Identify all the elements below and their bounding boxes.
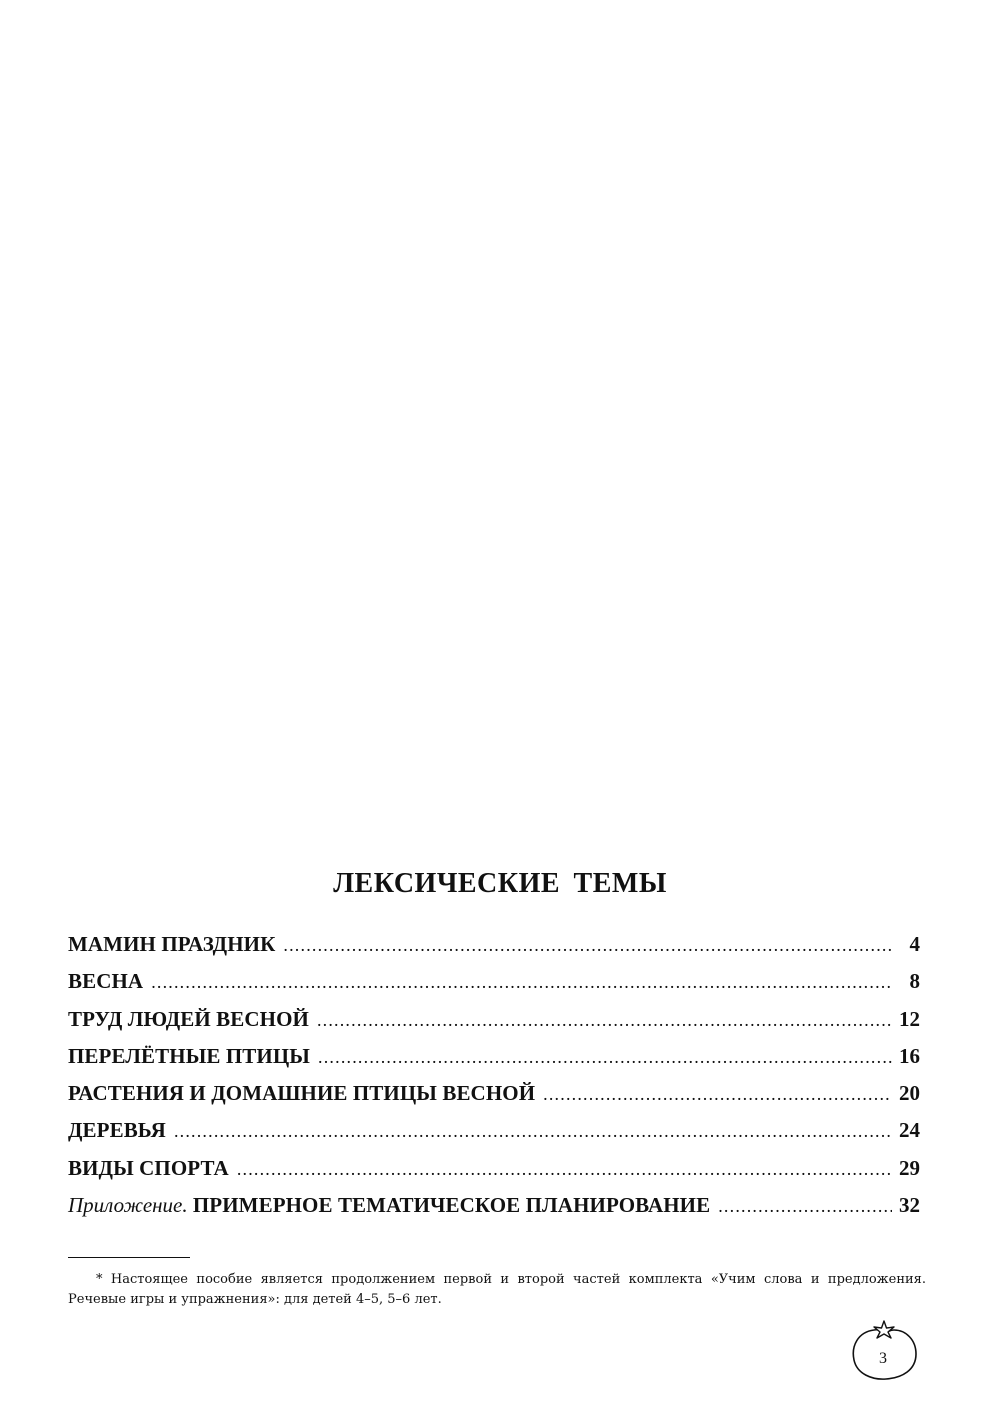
toc-entry[interactable] xyxy=(68,932,920,969)
toc-leader-dots xyxy=(283,935,892,956)
footnote: * Настоящее пособие является продолжением первой и второй частей комплекта «Учим слова и предложения. Речевые игры и упражнения»: для детей 4–5, 5–6 лет. xyxy=(68,1272,926,1307)
table-of-contents xyxy=(68,932,920,1230)
toc-entry-title: ПРИМЕРНОЕ ТЕМАТИЧЕСКОЕ ПЛАНИРОВАНИЕ xyxy=(192,1193,711,1218)
footnote-divider xyxy=(68,1257,190,1258)
toc-entry[interactable] xyxy=(68,1118,920,1155)
toc-entry-title: ПЕРЕЛЁТНЫЕ ПТИЦЫ xyxy=(68,1043,311,1068)
toc-entry-label xyxy=(68,932,275,957)
toc-entry[interactable] xyxy=(68,1081,920,1118)
toc-entry-appendix[interactable] xyxy=(68,1193,920,1230)
toc-entry-title: МАМИН ПРАЗДНИК xyxy=(68,932,276,956)
toc-entry[interactable] xyxy=(68,1044,920,1081)
toc-page-number: 24 xyxy=(899,1118,920,1143)
toc-page-number: 29 xyxy=(899,1155,920,1180)
toc-leader-dots xyxy=(151,972,892,993)
toc-entry-label xyxy=(68,1044,310,1069)
toc-entry-title: ВЕСНА xyxy=(68,969,144,994)
toc-entry-label xyxy=(68,1193,710,1218)
toc-page-number: 8 xyxy=(909,969,920,994)
toc-entry-label xyxy=(68,1156,229,1181)
toc-page-number: 4 xyxy=(909,932,920,956)
toc-entry-title: ДЕРЕВЬЯ xyxy=(68,1118,166,1143)
toc-leader-dots xyxy=(237,1159,892,1180)
toc-leader-dots xyxy=(543,1084,892,1105)
page-title: ЛЕКСИЧЕСКИЕ ТЕМЫ xyxy=(333,868,667,899)
toc-entry-label xyxy=(68,1118,166,1143)
page-number: 3 xyxy=(879,1350,887,1367)
toc-appendix-prefix: Приложение. xyxy=(68,1193,188,1218)
toc-page-number: 20 xyxy=(899,1081,920,1106)
toc-entry[interactable] xyxy=(68,969,920,1006)
toc-page-number: 16 xyxy=(899,1043,920,1068)
toc-entry-label xyxy=(68,1007,309,1032)
toc-leader-dots xyxy=(174,1121,892,1142)
toc-entry-label xyxy=(68,1081,535,1106)
toc-page-number: 32 xyxy=(899,1193,920,1218)
toc-entry[interactable] xyxy=(68,1156,920,1193)
toc-leader-dots xyxy=(317,1010,892,1031)
page-number-badge xyxy=(850,1320,920,1382)
toc-page-number: 12 xyxy=(899,1006,920,1031)
toc-entry-title: ВИДЫ СПОРТА xyxy=(68,1155,229,1180)
toc-entry-label xyxy=(68,969,143,994)
toc-entry-title: ТРУД ЛЮДЕЙ ВЕСНОЙ xyxy=(68,1006,309,1031)
toc-entry[interactable] xyxy=(68,1007,920,1044)
toc-leader-dots xyxy=(318,1047,892,1068)
toc-entry-title: РАСТЕНИЯ И ДОМАШНИЕ ПТИЦЫ ВЕСНОЙ xyxy=(68,1081,536,1106)
toc-leader-dots xyxy=(718,1196,892,1217)
